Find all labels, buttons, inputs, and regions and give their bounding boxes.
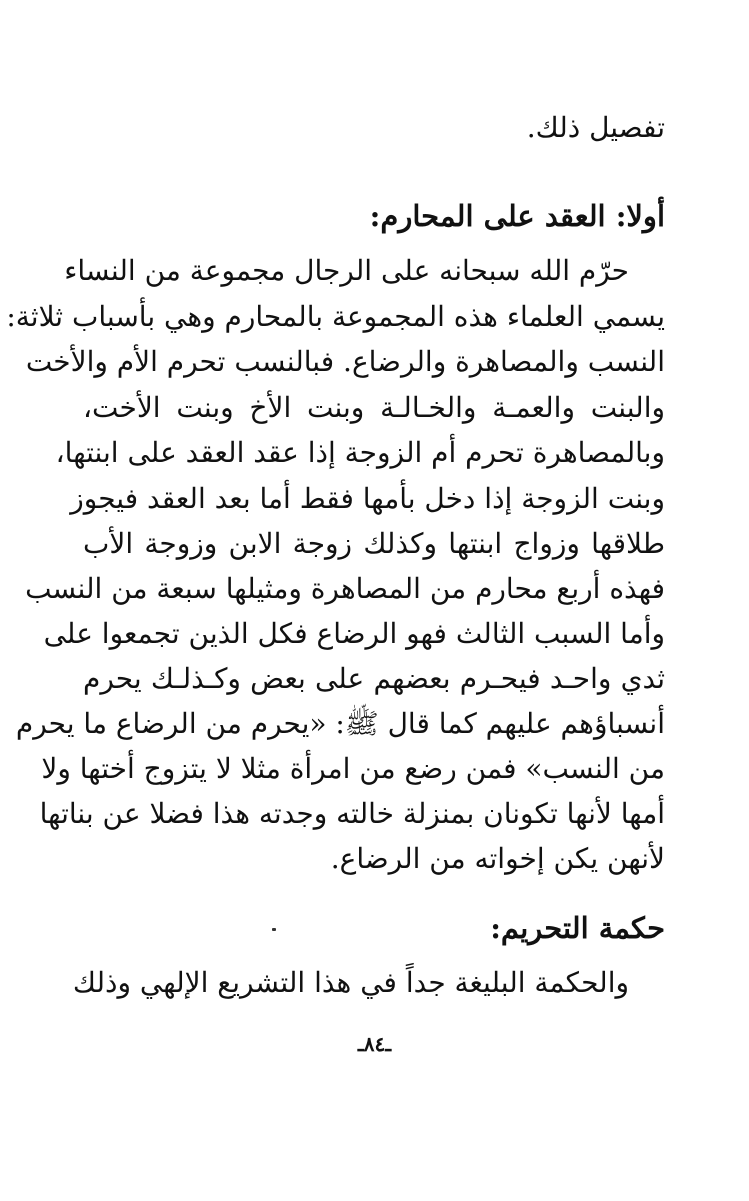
paragraph-line: ثدي واحـد فيحـرم بعضهم على بعض وكـذلـك يحرم (83, 662, 665, 695)
paragraph-line: من النسب» فمن رضع من امرأة مثلا لا يتزوج أختها ولا (41, 752, 665, 785)
page-number: ـ٨٤ـ (357, 1032, 392, 1056)
paragraph-line: لأنهن يكن إخواته من الرضاع. (330, 842, 665, 875)
paragraph-line: أنسباؤهم عليهم كما قال ﷺ: «يحرم من الرضاع ما يحرم (15, 707, 665, 740)
section-heading-wisdom-of-prohibition: حكمة التحريم: (490, 911, 665, 945)
intro-text: تفصيل ذلك. (526, 111, 665, 144)
paragraph-line: وأما السبب الثالث فهو الرضاع فكل الذين تجمعوا على (43, 617, 665, 650)
ink-speck (272, 928, 276, 931)
paragraph-line: فهذه أربع محارم من المصاهرة ومثيلها سبعة من النسب (25, 572, 665, 605)
paragraph-line: النسب والمصاهرة والرضاع. فبالنسب تحرم الأم والأخت (25, 345, 665, 378)
paragraph-line: والبنت والعمـة والخـالـة وبنت الأخ وبنت الأخت، (83, 391, 665, 424)
paragraph-line: وبالمصاهرة تحرم أم الزوجة إذا عقد العقد على ابنتها، (55, 436, 665, 469)
paragraph-line: يسمي العلماء هذه المجموعة بالمحارم وهي بأسباب ثلاثة: (6, 300, 665, 333)
paragraph-line: طلاقها وزواج ابنتها وكذلك زوجة الابن وزوجة الأب (83, 527, 665, 560)
section-heading-marriage-prohibitions: أولا: العقد على المحارم: (369, 199, 665, 233)
paragraph-line: حرّم الله سبحانه على الرجال مجموعة من النساء (64, 254, 629, 287)
paragraph-line: والحكمة البليغة جداً في هذا التشريع الإلهي وذلك (72, 966, 629, 999)
paragraph-line: وبنت الزوجة إذا دخل بأمها فقط أما بعد العقد فيجوز (70, 482, 665, 515)
paragraph-line: أمها لأنها تكونان بمنزلة خالته وجدته هذا فضلا عن بناتها (39, 797, 665, 830)
